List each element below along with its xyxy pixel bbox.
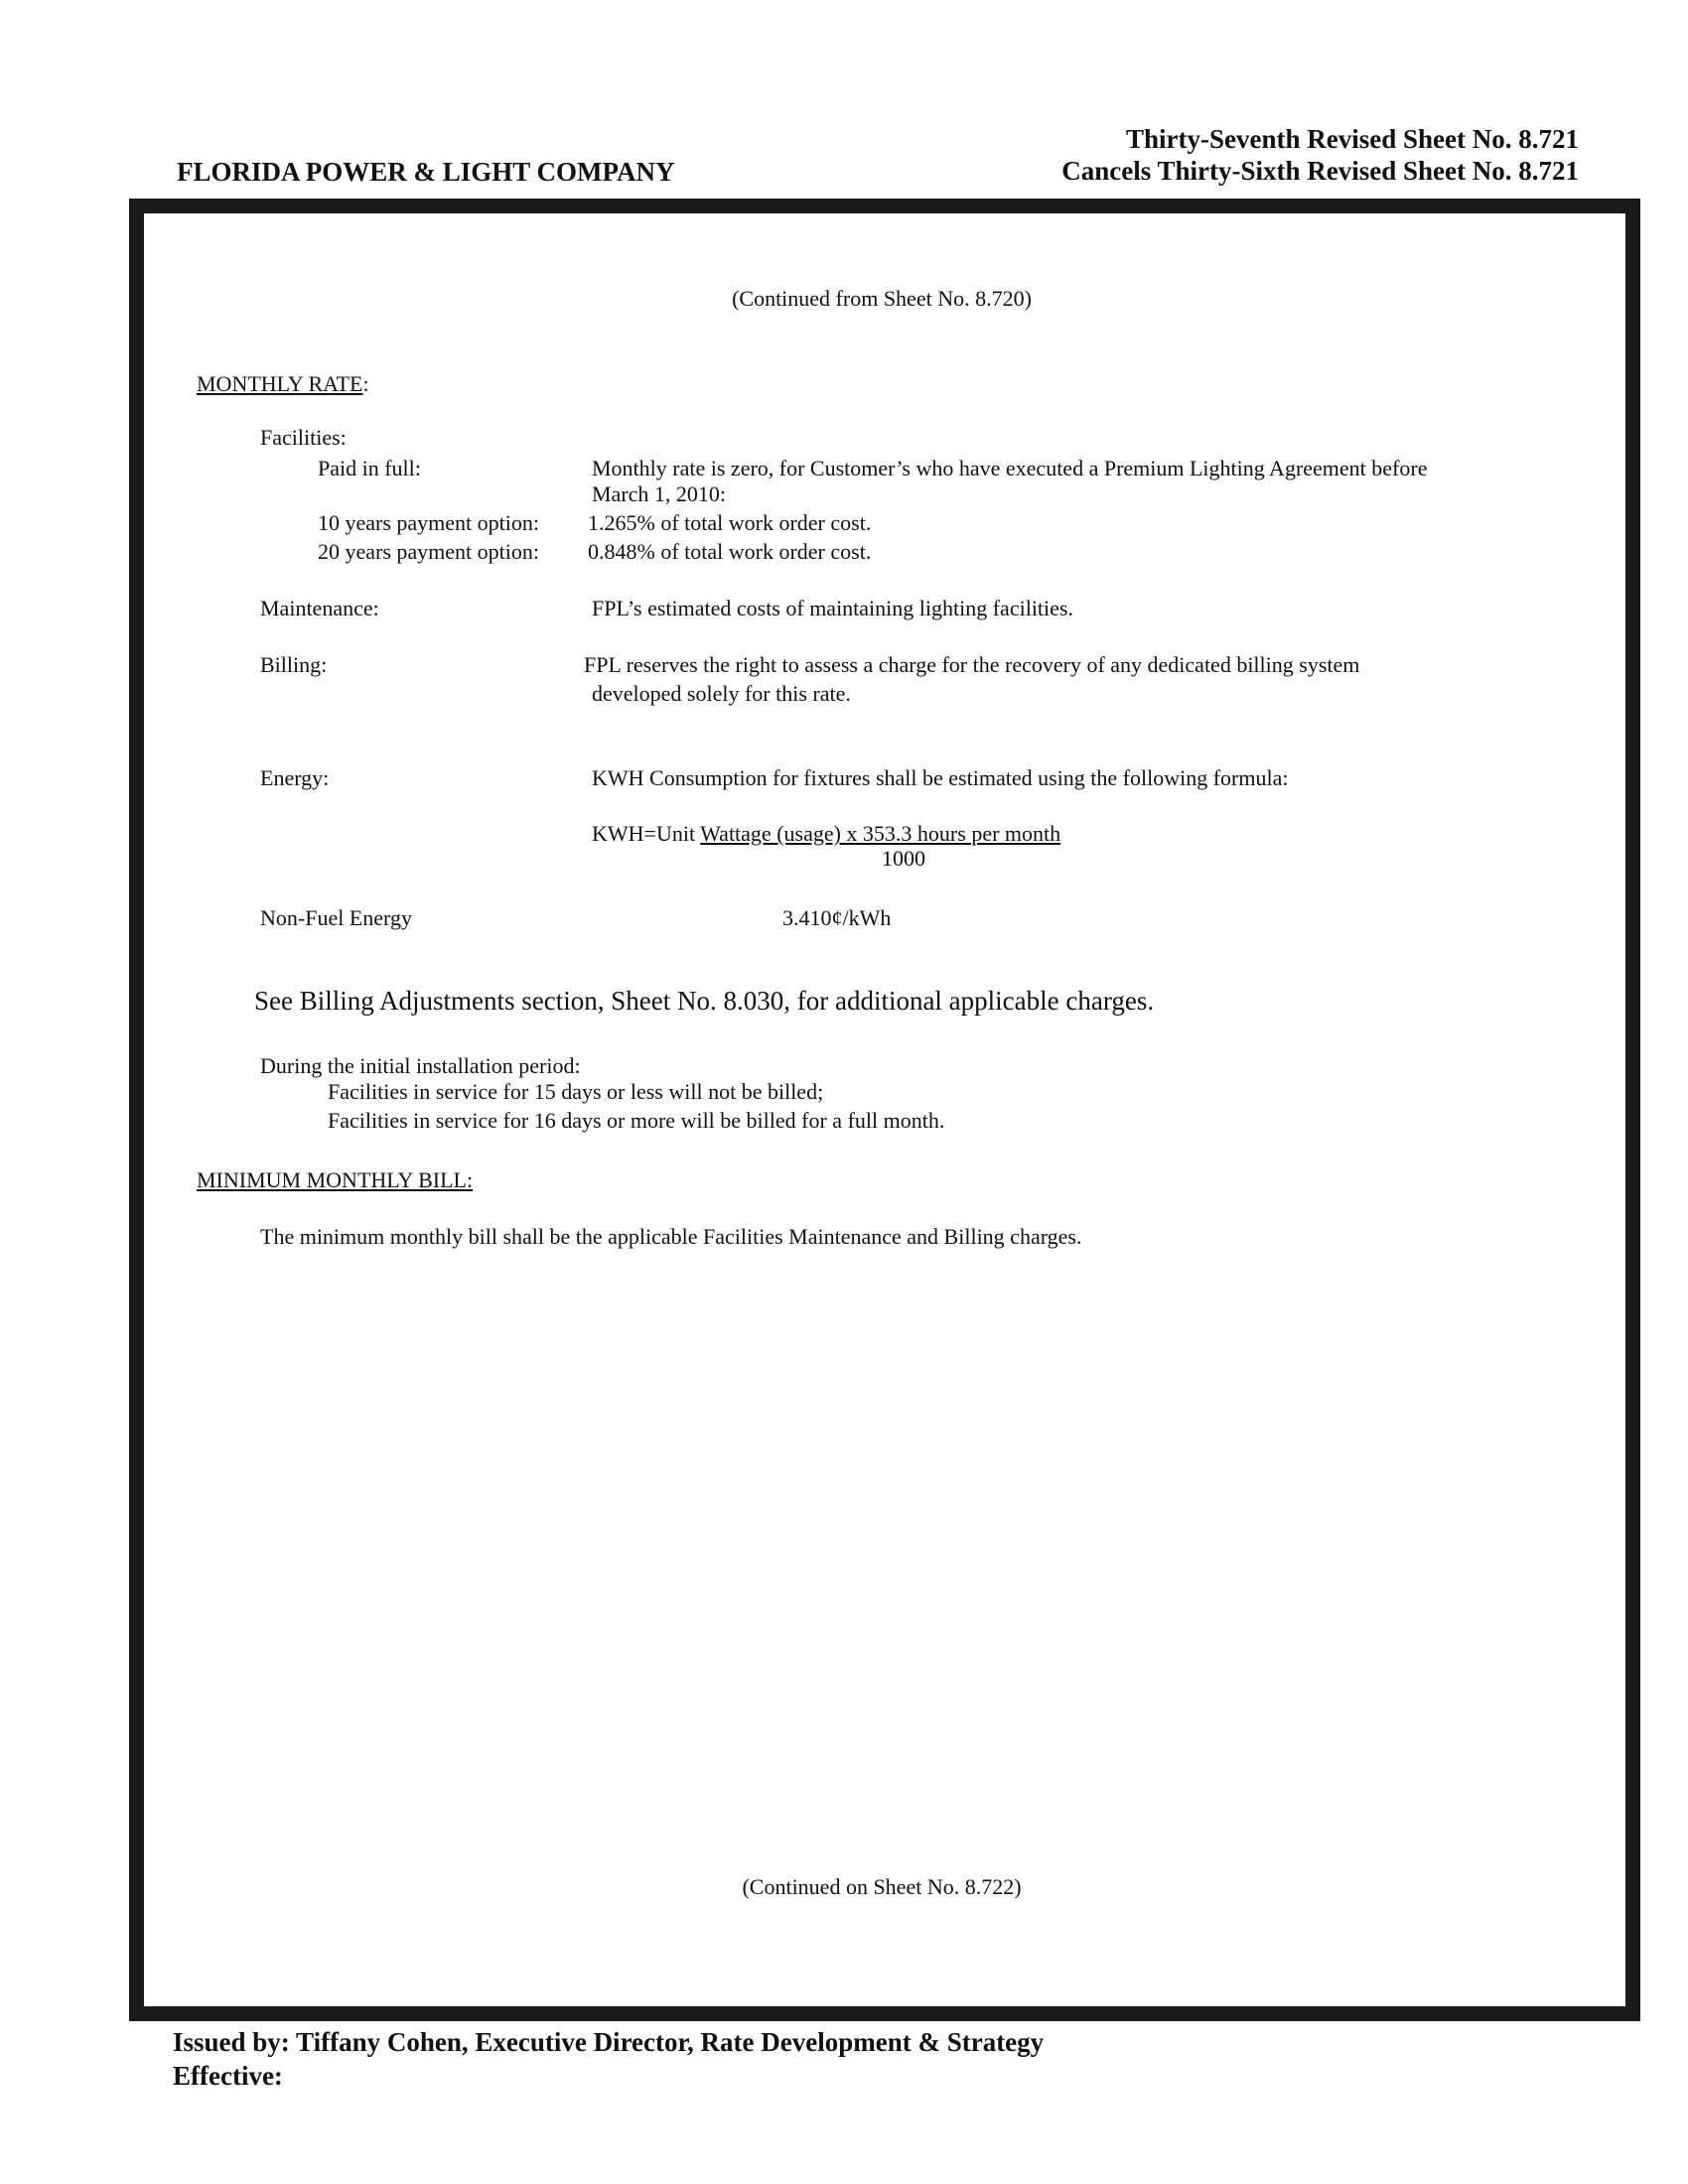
twenty-year-label: 20 years payment option:	[318, 539, 540, 564]
paid-in-full-text-cont: March 1, 2010:	[592, 481, 727, 506]
installation-line-1: Facilities in service for 15 days or less will not be billed;	[328, 1079, 824, 1104]
billing-label: Billing:	[260, 652, 328, 677]
kwh-formula: KWH=Unit Wattage (usage) x 353.3 hours per month	[592, 821, 1061, 846]
facilities-label: Facilities:	[260, 425, 347, 450]
installation-period-intro: During the initial installation period:	[260, 1053, 581, 1078]
non-fuel-energy-value: 3.410¢/kWh	[782, 905, 892, 930]
paid-in-full-label: Paid in full:	[318, 456, 421, 480]
cancels-sheet-number: Cancels Thirty-Sixth Revised Sheet No. 8.721	[1061, 156, 1579, 186]
company-name: FLORIDA POWER & LIGHT COMPANY	[177, 157, 675, 187]
ten-year-text: 1.265% of total work order cost.	[588, 510, 872, 535]
maintenance-text: FPL’s estimated costs of maintaining lighting facilities.	[592, 596, 1073, 620]
ten-year-label: 10 years payment option:	[318, 510, 540, 535]
effective-date: Effective:	[173, 2061, 283, 2091]
energy-label: Energy:	[260, 765, 330, 790]
minimum-monthly-bill-heading: MINIMUM MONTHLY BILL:	[197, 1167, 474, 1192]
installation-line-2: Facilities in service for 16 days or more will be billed for a full month.	[328, 1108, 945, 1133]
billing-text-cont: developed solely for this rate.	[592, 681, 851, 706]
non-fuel-energy-label: Non-Fuel Energy	[260, 905, 412, 930]
sheet-number: Thirty-Seventh Revised Sheet No. 8.721	[1126, 124, 1579, 154]
twenty-year-text: 0.848% of total work order cost.	[588, 539, 872, 564]
maintenance-label: Maintenance:	[260, 596, 379, 620]
issued-by: Issued by: Tiffany Cohen, Executive Director, Rate Development & Strategy	[173, 2027, 1045, 2057]
minimum-monthly-bill-text: The minimum monthly bill shall be the applicable Facilities Maintenance and Billing charges.	[260, 1224, 1082, 1249]
formula-numerator: Wattage (usage) x 353.3 hours per month	[700, 821, 1061, 846]
energy-text: KWH Consumption for fixtures shall be estimated using the following formula:	[592, 765, 1289, 790]
continued-from: (Continued from Sheet No. 8.720)	[732, 286, 1032, 311]
formula-denominator: 1000	[882, 846, 925, 871]
monthly-rate-heading: MONTHLY RATE:	[197, 371, 369, 396]
billing-text: FPL reserves the right to assess a charge for the recovery of any dedicated billing system	[584, 652, 1360, 677]
continued-on: (Continued on Sheet No. 8.722)	[742, 1874, 1022, 1899]
paid-in-full-text: Monthly rate is zero, for Customer’s who have executed a Premium Lighting Agreement before	[592, 456, 1428, 480]
billing-adjustments-note: See Billing Adjustments section, Sheet No. 8.030, for additional applicable charges.	[254, 986, 1155, 1016]
